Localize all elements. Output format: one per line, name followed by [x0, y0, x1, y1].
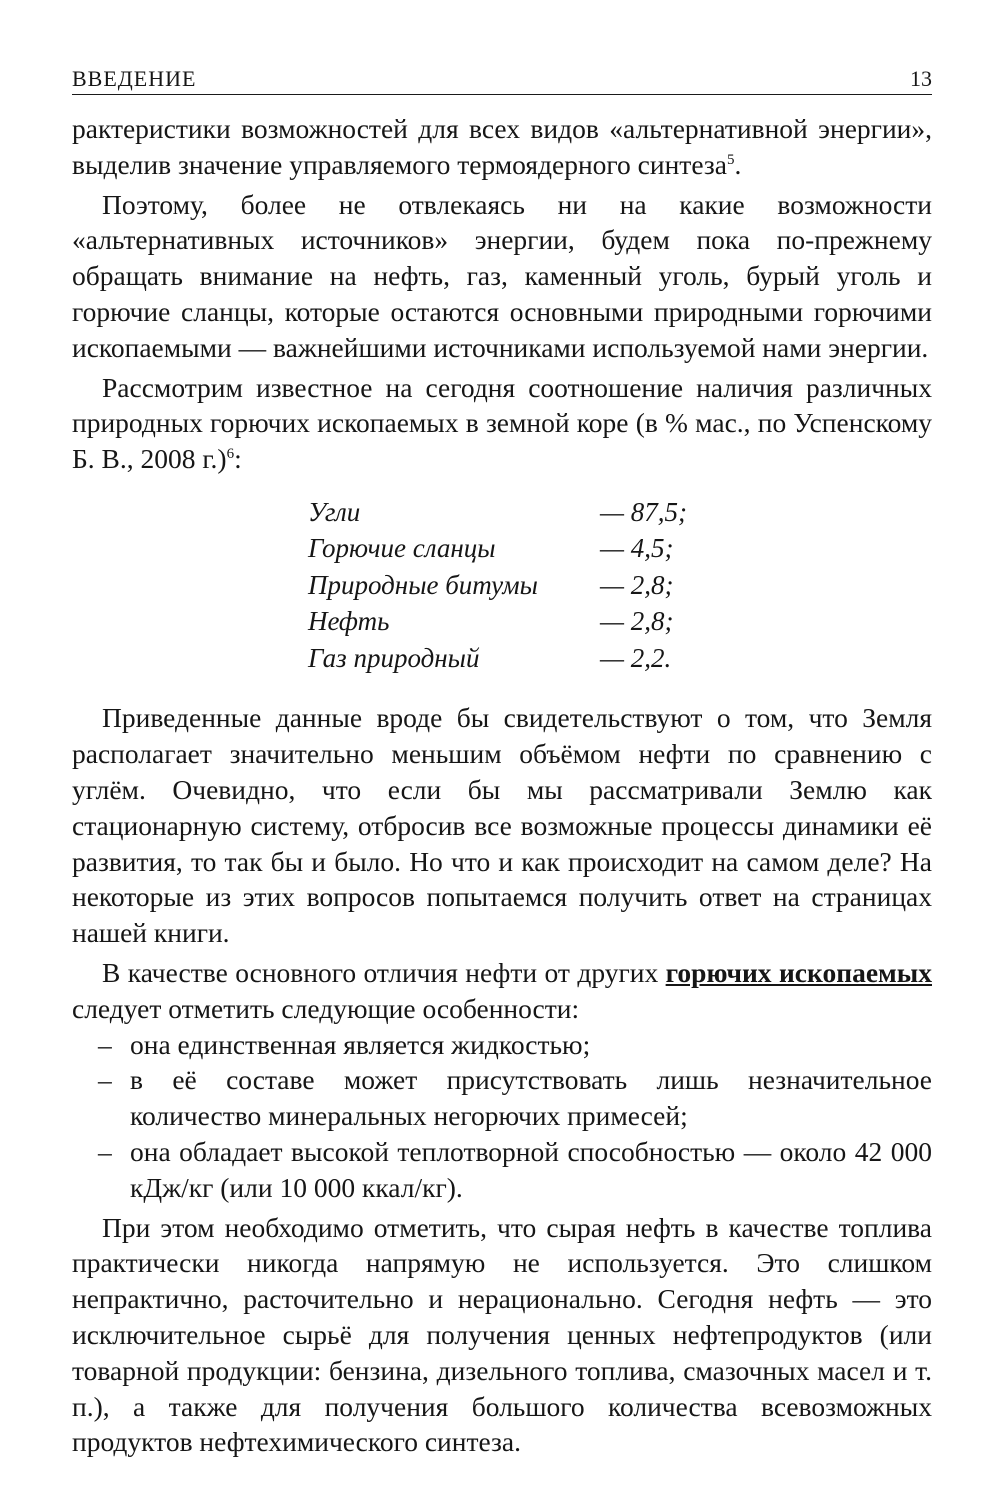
- list-item: – она обладает высокой теплотворной способностью — около 42 000 кДж/кг (или 10 000 ккал/кг).: [98, 1136, 932, 1203]
- dash-bullet: –: [98, 1064, 112, 1096]
- fuel-value: — 2,2.: [600, 642, 672, 673]
- fuel-name: Нефть: [308, 606, 390, 637]
- paragraph-4: Приведенные данные вроде бы свидетельствуют о том, что Земля располагает значительно меньшим объёмом нефти по сравнению с углём. Очевидно, что если бы мы рассматривали Землю как стационарную систему, отбросив все возможные процессы динамики её развития, то так бы и было. Но что и как происходит на самом деле? На некоторые из этих вопросов попытаемся получить ответ на страницах нашей книги.: [72, 702, 932, 949]
- fuel-name: Угли: [308, 496, 361, 527]
- fuel-name: Природные битумы: [308, 569, 538, 600]
- fuel-value: — 2,8;: [600, 569, 674, 600]
- footnote-ref-6[interactable]: 6: [226, 446, 235, 463]
- dash-bullet: –: [98, 1136, 112, 1168]
- paragraph-5: В качестве основного отличия нефти от других горючих ископаемых следует отметить следующие особенности:: [72, 957, 932, 1024]
- dash-bullet: –: [98, 1028, 112, 1060]
- table-row: [308, 567, 728, 604]
- features-list: [72, 1027, 932, 1206]
- paragraph-1: рактеристики возможностей для всех видов «альтернативной энергии», выделив значение управляемого термоядерного синтеза$^5$.: [72, 113, 932, 180]
- table-row: [308, 640, 728, 677]
- fuel-value: — 4,5;: [600, 533, 674, 564]
- table-row: [308, 530, 728, 567]
- glossary-term-link[interactable]: горючих ископаемых: [665, 957, 932, 989]
- table-row: [308, 494, 728, 531]
- list-item: – она единственная является жидкостью;: [72, 1027, 932, 1063]
- list-item: – в её составе может присутствовать лишь незначительное количество минеральных негорючих примесей;: [98, 1064, 932, 1132]
- paragraph-2: Поэтому, более не отвлекаясь ни на какие возможности «альтернативных источников» энергии, будем пока по-прежнему обращать внимание на нефть, газ, каменный уголь, бурый уголь и горючие сланцы, которые остаются основными природными горючими ископаемыми — важнейшими источниками используемой нами энергии.: [72, 188, 932, 363]
- fuel-value: — 87,5;: [600, 496, 687, 527]
- page-number: 13: [910, 66, 932, 91]
- fuel-name: Газ природный: [308, 642, 480, 673]
- paragraph-3: Рассмотрим известное на сегодня соотношение наличия различных природных горючих ископаемых в земной коре (в % мас., по Успенскому Б. В., 2008 г.)$^6$:: [72, 371, 932, 475]
- table-row: [308, 603, 728, 640]
- fuel-name: Горючие сланцы: [308, 533, 496, 564]
- running-head: ВВЕДЕНИЕ: [72, 66, 197, 91]
- fuel-composition-table: [308, 494, 728, 677]
- footnote-ref-5[interactable]: 5: [726, 151, 735, 168]
- page-body: [72, 111, 932, 1460]
- fuel-value: — 2,8;: [600, 606, 674, 637]
- page-header: [72, 64, 932, 95]
- paragraph-6: При этом необходимо отметить, что сырая нефть в качестве топлива практически никогда напрямую не используется. Это слишком непрактично, расточительно и нерационально. Сегодня нефть — это исключительное сырьё для получения ценных нефтепродуктов (или товарной продукции: бензина, дизельного топлива, смазочных масел и т. п.), а также для получения большого количества всевозможных продуктов нефтехимического синтеза.: [72, 1211, 932, 1458]
